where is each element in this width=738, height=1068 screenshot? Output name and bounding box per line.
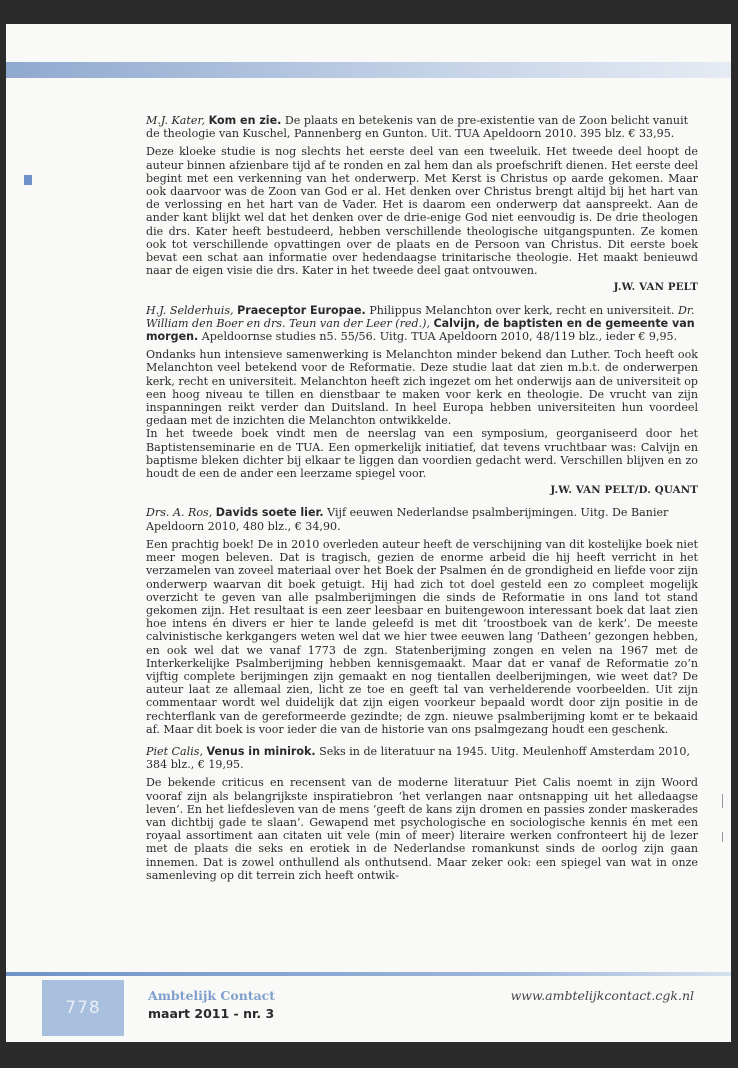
review-citation <box>146 114 698 140</box>
footer-rule <box>6 972 731 976</box>
review-paragraph: In het tweede boek vindt men de neerslag van een symposium, georganiseerd door het Baptistenseminarie en de TUA. Een opmerkelijk initiatief, dat tevens vruchtbaar was: Calvijn en baptisme bleken dichter bij elkaar te liggen dan voordien gedacht werd. Verschillen blijven en zo houdt de een de ander een leerzame spiegel voor. <box>146 427 698 481</box>
review-paragraph: Deze kloeke studie is nog slechts het eerste deel van een tweeluik. Het tweede deel hoopt de auteur binnen afzienbare tijd af te ronden en zal hem dan als proefschrift dienen. Het eerste deel begint met een verkenning van het onderwerp. Met Kerst is Christus op aarde gekomen. Maar ook daarvoor was de Zoon van God er al. Het denken over Christus brengt altijd bij het hart van de verlossing en het hart van de Vader. Het is daarom een onderwerp dat aanspreekt. Aan de ander kant blijkt wel dat het denken over de drie-enige God niet eenvoudig is. De drie theologen die drs. Kater heeft bestudeerd, hebben verschillende theologische uitgangspunten. Ze komen ook tot verschillende opvattingen over de plaats en de Persoon van Christus. Dit eerste boek bevat een schat aan informatie over hedendaagse trinitarische theologie. Het maakt benieuwd naar de eigen visie die drs. Kater in het tweede deel gaat ontvouwen. <box>146 145 698 278</box>
review-book-title: Praeceptor Europae. <box>237 303 366 317</box>
review-entry <box>146 304 698 498</box>
review-entry <box>146 745 698 882</box>
review-author: Piet Calis, <box>146 744 203 758</box>
page-number-badge <box>42 980 124 1036</box>
review-second-book-details: Apeldoornse studies n5. 55/56. Uitg. TUA Apeldoorn 2010, 48/119 blz., ieder € 9,95. <box>201 330 678 344</box>
website-url[interactable]: www.ambtelijkcontact.cgk.nl <box>510 988 694 1003</box>
review-signature: J.W. VAN PELT <box>613 281 698 294</box>
review-body <box>146 776 698 882</box>
review-paragraph: De bekende criticus en recensent van de moderne literatuur Piet Calis noemt in zijn Woord vooraf zijn als belangrijkste inspiratiebron ‘het verlangen naar ontsnapping uit het alledaagse leven’. En het liefdesleven van de mens ‘geeft de kans zijn dromen en passies zonder maskerades van dichtbij gade te slaan’. Gewapend met psychologische en sociologische kennis én met een royaal assortiment aan citaten uit vele (min of meer) literaire werken confronteert hij de lezer met de plaats die seks en erotiek in de Nederlandse romankunst sinds de oorlog zijn gaan innemen. Dat is zowel onthullend als onthutsend. Maar zeker ook: een spiegel van wat in onze samenleving op dit terrein zich heeft ontwik- <box>146 776 698 882</box>
journal-name: Ambtelijk Contact <box>148 988 276 1003</box>
page-number: 778 <box>65 998 101 1018</box>
review-author: M.J. Kater, <box>146 114 206 127</box>
review-book-details: Philippus Melanchton over kerk, recht en universiteit. <box>369 303 675 317</box>
issue-label: maart 2011 - nr. 3 <box>148 1006 275 1021</box>
review-author: H.J. Selderhuis, <box>146 303 234 317</box>
review-book-details: De plaats en betekenis van de pre-existentie van de Zoon belicht vanuit de theologie van Kuschel, Pannenberg en Gunton. Uit. TUA Apeldoorn 2010. 395 blz. € 33,95. <box>146 114 689 141</box>
review-signature: J.W. VAN PELT/D. QUANT <box>550 484 698 497</box>
review-second-author: Dr. William den Boer en drs. Teun van der Leer (red.), <box>146 303 695 330</box>
review-author: Drs. A. Ros, <box>146 506 213 520</box>
review-citation <box>146 304 698 344</box>
review-entry <box>146 506 698 735</box>
magazine-page <box>6 24 731 1042</box>
review-book-title: Kom en zie. <box>208 114 282 127</box>
review-citation <box>146 745 698 771</box>
review-book-title: Venus in minirok. <box>206 744 316 758</box>
review-book-details: Seks in de literatuur na 1945. Uitg. Meulenhoff Amsterdam 2010, 384 blz., € 19,95. <box>146 744 690 772</box>
review-book-details: Vijf eeuwen Nederlandse psalmberijmingen. Uitg. De Banier Apeldoorn 2010, 480 blz., € 34,90. <box>146 506 669 533</box>
review-citation <box>146 506 698 532</box>
review-second-book-title: Calvijn, de baptisten en de gemeente van morgen. <box>146 316 695 344</box>
margin-tick-mark <box>722 794 723 808</box>
review-column <box>146 114 698 891</box>
margin-color-tab <box>24 175 32 185</box>
header-color-band <box>6 62 731 78</box>
margin-tick-mark <box>722 832 723 842</box>
review-paragraph: Een prachtig boek! De in 2010 overleden auteur heeft de verschijning van dit kostelijke boek niet meer mogen beleven. Dat is tragisch, gezien de enorme arbeid die hij heeft verricht in het verzamelen van zoveel materiaal over het Boek der Psalmen én de grondigheid en liefde voor zijn onderwerp waarvan dit boek getuigt. Hij had zich tot doel gesteld een zo compleet mogelijk overzicht te geven van alle psalmberijmingen die sinds de Reformatie in ons land tot stand gekomen zijn. Het resultaat is een zeer leesbaar en buitengewoon interessant boek dat laat zien hoe intens én divers er hier te lande geleefd is met dit ‘troostboek van de kerk’. De meeste calvinistische kerkgangers weten wel dat we hier twee eeuwen lang ‘Datheen’ gezongen hebben, en ook wel dat we vanaf 1773 de zgn. Statenberijming zongen en velen na 1967 met de Interkerkelijke Psalmberijming hebben kennisgemaakt. Maar dat er vanaf de Reformatie zo’n vijftig complete berijmingen zijn gemaakt en nog tientallen deelberijmingen, wie weet dat? De auteur laat ze allemaal zien, licht ze toe en geeft tal van verhelderende voorbeelden. Uit zijn commentaar wordt wel duidelijk dat zijn eigen voorkeur bepaald wordt door zijn positie in de rechterflank van de gereformeerde gezindte; de zgn. nieuwe psalmberijming komt er te bekaaid af. Maar dit boek is voor ieder die van de historie van ons psalmgezang houdt een geschenk. <box>146 537 698 736</box>
review-body <box>146 538 698 736</box>
review-body <box>146 348 698 480</box>
review-entry <box>146 114 698 295</box>
review-paragraph: Ondanks hun intensieve samenwerking is Melanchton minder bekend dan Luther. Toch heeft ook Melanchton veel betekend voor de Reformatie. Deze studie laat dat zien m.b.t. de onderwerpen kerk, recht en universiteit. Melanchton heeft zich ingezet om het onderwijs aan de universiteit op een hoog niveau te tillen en dienstbaar te maken voor kerk en theologie. De vrucht van zijn inspanningen reikt verder dan Duitsland. In heel Europa hebben universiteiten hun voordeel gedaan met de inzichten die Melanchton ontwikkelde. <box>146 348 698 428</box>
review-body <box>146 145 698 277</box>
review-book-title: Davids soete lier. <box>215 506 324 520</box>
